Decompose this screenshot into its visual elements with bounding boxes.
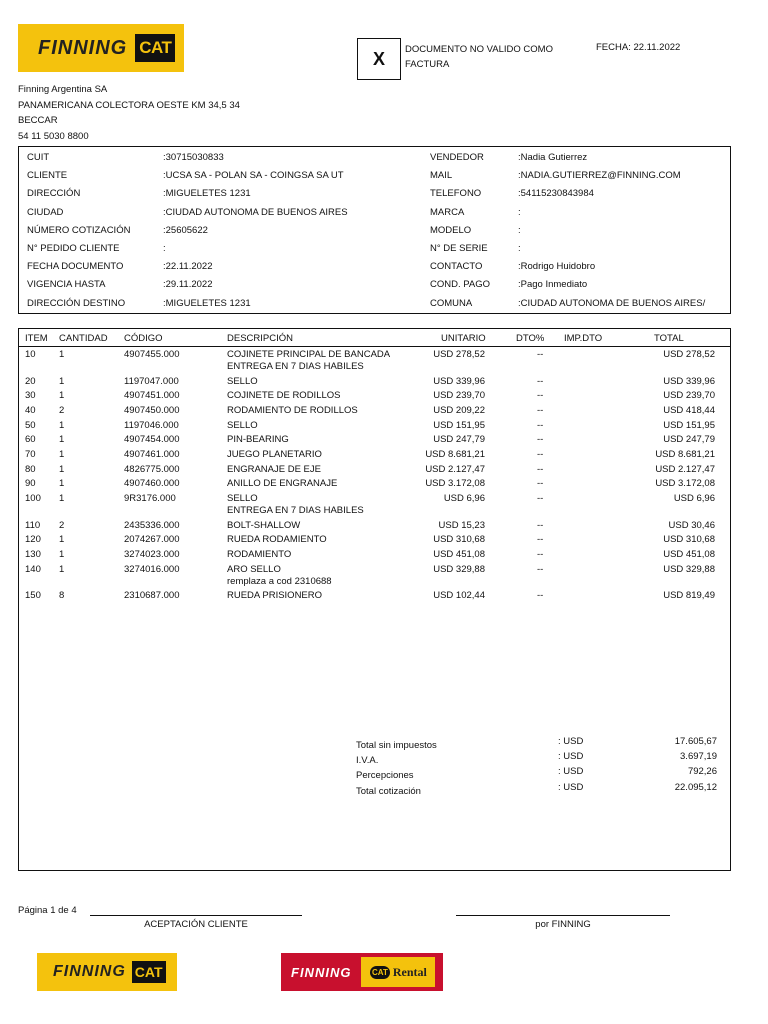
- info-value: :30715030833: [163, 152, 224, 163]
- info-label: FECHA DOCUMENTO: [27, 261, 124, 273]
- item-description: COJINETE PRINCIPAL DE BANCADA: [227, 349, 391, 360]
- item-number: 70: [25, 449, 36, 460]
- item-unit-price: USD 2.127,47: [425, 463, 485, 475]
- info-value: :29.11.2022: [163, 279, 213, 291]
- x-mark-box: [357, 38, 401, 80]
- item-number: 110: [25, 519, 41, 531]
- item-total: USD 819,49: [663, 590, 715, 602]
- item-code: 4907454.000: [124, 434, 180, 446]
- totals-label: I.V.A.: [356, 755, 379, 766]
- info-label: CUIT: [27, 152, 50, 163]
- info-label: VIGENCIA HASTA: [27, 279, 106, 291]
- item-total: USD 310,68: [663, 534, 715, 546]
- cat-logo-footer: CAT: [132, 961, 166, 983]
- item-quantity: 1: [59, 493, 65, 505]
- item-total: USD 418,44: [663, 404, 715, 416]
- info-value: :CIUDAD AUTONOMA DE BUENOS AIRES/: [518, 297, 706, 309]
- info-label: N° DE SERIE: [430, 243, 488, 254]
- info-label: N° PEDIDO CLIENTE: [27, 243, 120, 254]
- item-unit-price: USD 278,52: [433, 349, 485, 360]
- info-label: CIUDAD: [27, 206, 64, 218]
- item-number: 90: [25, 478, 36, 490]
- item-quantity: 1: [59, 419, 65, 431]
- client-acceptance-label: ACEPTACIÓN CLIENTE: [144, 919, 248, 930]
- finning-wordmark-rental: FINNING: [291, 964, 352, 980]
- item-note: ENTREGA EN 7 DIAS HABILES: [227, 361, 364, 372]
- item-unit-price: USD 247,79: [433, 434, 485, 446]
- info-label: CLIENTE: [27, 170, 68, 182]
- item-description: SELLO: [227, 375, 258, 387]
- item-code: 1197047.000: [124, 375, 179, 387]
- item-description: BOLT-SHALLOW: [227, 519, 301, 531]
- item-unit-price: USD 310,68: [433, 534, 485, 546]
- item-code: 4907460.000: [124, 478, 180, 490]
- item-description: PIN-BEARING: [227, 434, 289, 446]
- item-total: USD 339,96: [663, 375, 715, 387]
- totals-label: Total sin impuestos: [356, 740, 437, 751]
- item-description: SELLO: [227, 419, 258, 431]
- info-value: :: [518, 206, 521, 218]
- company-name: Finning Argentina SA: [18, 84, 108, 95]
- col-codigo: CÓDIGO: [124, 333, 163, 344]
- col-descripcion: DESCRIPCIÓN: [227, 333, 293, 344]
- item-description: JUEGO PLANETARIO: [227, 449, 322, 460]
- item-unit-price: USD 339,96: [433, 375, 485, 387]
- finning-cat-rental-logo: [281, 953, 443, 991]
- item-description: RUEDA PRISIONERO: [227, 590, 323, 602]
- item-quantity: 1: [59, 563, 65, 575]
- item-unit-price: USD 8.681,21: [425, 449, 485, 460]
- item-discount: --: [537, 404, 544, 416]
- item-discount: --: [537, 493, 544, 505]
- item-quantity: 1: [59, 478, 65, 490]
- item-number: 50: [25, 419, 36, 431]
- col-cantidad: CANTIDAD: [59, 333, 108, 344]
- client-signature-line: [90, 915, 302, 916]
- item-total: USD 247,79: [663, 434, 715, 446]
- item-description: COJINETE DE RODILLOS: [227, 390, 341, 402]
- item-description: RODAMIENTO DE RODILLOS: [227, 404, 358, 416]
- rental-wordmark: Rental: [392, 964, 427, 979]
- item-code: 4907451.000: [124, 390, 180, 402]
- info-value: :UCSA SA - POLAN SA - COINGSA SA UT: [163, 170, 344, 182]
- item-description: ENGRANAJE DE EJE: [227, 463, 321, 475]
- item-description: SELLO: [227, 493, 258, 505]
- item-unit-price: USD 15,23: [438, 519, 485, 531]
- item-total: USD 451,08: [663, 549, 715, 560]
- item-total: USD 6,96: [673, 493, 715, 505]
- item-number: 10: [25, 349, 36, 360]
- info-label: DIRECCIÓN DESTINO: [27, 297, 126, 309]
- item-unit-price: USD 451,08: [433, 549, 485, 560]
- item-unit-price: USD 239,70: [433, 390, 485, 402]
- x-mark: X: [372, 48, 385, 69]
- company-phone: 54 11 5030 8800: [18, 130, 89, 142]
- item-quantity: 1: [59, 349, 65, 360]
- item-code: 2074267.000: [124, 534, 180, 546]
- header-date: FECHA: 22.11.2022: [596, 42, 681, 53]
- col-imp-dto: IMP.DTO: [564, 333, 603, 344]
- item-description: RODAMIENTO: [227, 549, 292, 560]
- doc-note: DOCUMENTO NO VALIDO COMO FACTURA: [405, 44, 553, 70]
- items-table-header: [19, 331, 730, 347]
- cat-rental-badge: [361, 957, 435, 987]
- info-label: COND. PAGO: [430, 279, 490, 291]
- item-quantity: 8: [59, 590, 65, 602]
- finning-wordmark-footer: FINNING: [53, 963, 126, 980]
- company-block: [18, 82, 240, 144]
- info-label: MODELO: [430, 224, 472, 236]
- info-value: :Rodrigo Huidobro: [518, 261, 596, 273]
- info-value: :: [163, 243, 166, 254]
- item-quantity: 2: [59, 519, 65, 531]
- item-unit-price: USD 329,88: [433, 563, 485, 575]
- item-code: 2435336.000: [124, 519, 180, 531]
- item-discount: --: [537, 419, 544, 431]
- item-total: USD 2.127,47: [655, 463, 715, 475]
- client-info-box: [18, 146, 731, 314]
- item-number: 80: [25, 463, 36, 475]
- cat-mini-logo: CAT: [372, 967, 388, 977]
- finning-cat-logo: [18, 24, 184, 72]
- item-quantity: 1: [59, 463, 65, 475]
- item-code: 4907455.000: [124, 349, 180, 360]
- info-value: :25605622: [163, 224, 208, 236]
- item-unit-price: USD 102,44: [433, 590, 485, 602]
- item-note: remplaza a cod 2310688: [227, 575, 332, 587]
- por-finning-label: por FINNING: [535, 919, 591, 930]
- cat-logo: CAT: [135, 34, 175, 62]
- item-discount: --: [537, 519, 544, 531]
- item-number: 40: [25, 404, 36, 416]
- item-description: ARO SELLO: [227, 563, 281, 575]
- item-discount: --: [537, 349, 544, 360]
- item-unit-price: USD 209,22: [433, 404, 485, 416]
- item-quantity: 1: [59, 375, 65, 387]
- info-value: :22.11.2022: [163, 261, 213, 273]
- item-discount: --: [537, 390, 544, 402]
- item-quantity: 1: [59, 549, 65, 560]
- info-label: TELEFONO: [430, 188, 482, 200]
- info-label: NÚMERO COTIZACIÓN: [27, 224, 131, 236]
- totals-value: 3.697,19: [680, 751, 717, 762]
- item-total: USD 30,46: [668, 519, 715, 531]
- item-quantity: 2: [59, 404, 65, 416]
- item-quantity: 1: [59, 534, 65, 546]
- item-discount: --: [537, 590, 544, 602]
- col-unitario: UNITARIO: [441, 333, 486, 344]
- item-total: USD 151,95: [663, 419, 715, 431]
- item-total: USD 8.681,21: [655, 449, 715, 460]
- col-item: ITEM: [25, 333, 48, 344]
- item-number: 150: [25, 590, 41, 602]
- totals-value: 792,26: [687, 766, 717, 777]
- company-city: BECCAR: [18, 115, 58, 126]
- col-dto: DTO%: [516, 333, 545, 344]
- item-note: ENTREGA EN 7 DIAS HABILES: [227, 505, 364, 517]
- info-value: :Nadia Gutierrez: [518, 152, 588, 163]
- item-description: RUEDA RODAMIENTO: [227, 534, 327, 546]
- info-value: :Pago Inmediato: [518, 279, 588, 291]
- item-quantity: 1: [59, 434, 65, 446]
- finning-wordmark: FINNING: [38, 36, 128, 59]
- item-number: 30: [25, 390, 36, 402]
- item-total: USD 3.172,08: [655, 478, 715, 490]
- item-quantity: 1: [59, 449, 65, 460]
- item-description: ANILLO DE ENGRANAJE: [227, 478, 338, 490]
- info-value: :: [518, 243, 521, 254]
- totals-value: 17.605,67: [674, 736, 717, 747]
- info-label: COMUNA: [430, 297, 473, 309]
- item-total: USD 239,70: [663, 390, 715, 402]
- item-discount: --: [537, 534, 544, 546]
- info-value: :: [518, 224, 521, 236]
- item-number: 120: [25, 534, 41, 546]
- finning-cat-footer-logo: [37, 953, 177, 991]
- item-quantity: 1: [59, 390, 65, 402]
- item-total: USD 278,52: [663, 349, 715, 360]
- item-unit-price: USD 6,96: [443, 493, 485, 505]
- info-value: :MIGUELETES 1231: [163, 297, 251, 309]
- item-discount: --: [537, 463, 544, 475]
- info-label: VENDEDOR: [430, 152, 484, 163]
- info-value: :NADIA.GUTIERREZ@FINNING.COM: [518, 170, 681, 182]
- company-address: PANAMERICANA COLECTORA OESTE KM 34,5 34: [18, 99, 240, 111]
- info-label: MARCA: [430, 206, 465, 218]
- item-code: 4907450.000: [124, 404, 180, 416]
- item-discount: --: [537, 375, 544, 387]
- totals-label: Total cotización: [356, 786, 421, 797]
- item-code: 1197046.000: [124, 419, 179, 431]
- item-number: 140: [25, 563, 41, 575]
- info-value: :54115230843984: [518, 188, 594, 200]
- totals-currency: : USD: [558, 736, 584, 747]
- item-number: 60: [25, 434, 36, 446]
- item-discount: --: [537, 449, 544, 460]
- item-discount: --: [537, 434, 544, 446]
- totals-currency: : USD: [558, 766, 584, 777]
- info-label: MAIL: [430, 170, 453, 182]
- item-discount: --: [537, 563, 544, 575]
- item-code: 3274016.000: [124, 563, 180, 575]
- info-value: :CIUDAD AUTONOMA DE BUENOS AIRES: [163, 206, 348, 218]
- totals-label: Percepciones: [356, 770, 414, 781]
- item-number: 20: [25, 375, 36, 387]
- item-number: 100: [25, 493, 41, 505]
- info-value: :MIGUELETES 1231: [163, 188, 251, 200]
- finning-signature-line: [456, 915, 670, 916]
- item-code: 2310687.000: [124, 590, 180, 602]
- totals-currency: : USD: [558, 782, 584, 793]
- item-code: 4907461.000: [124, 449, 180, 460]
- item-discount: --: [537, 478, 544, 490]
- item-number: 130: [25, 549, 41, 560]
- item-code: 3274023.000: [124, 549, 180, 560]
- item-code: 9R3176.000: [124, 493, 176, 505]
- page-number: Página 1 de 4: [18, 905, 77, 916]
- item-total: USD 329,88: [663, 563, 715, 575]
- info-label: DIRECCIÓN: [27, 188, 81, 200]
- col-total: TOTAL: [654, 333, 684, 344]
- totals-value: 22.095,12: [674, 782, 717, 793]
- item-code: 4826775.000: [124, 463, 180, 475]
- item-unit-price: USD 3.172,08: [425, 478, 485, 490]
- totals-currency: : USD: [558, 751, 584, 762]
- item-unit-price: USD 151,95: [433, 419, 485, 431]
- item-discount: --: [537, 549, 544, 560]
- info-label: CONTACTO: [430, 261, 483, 273]
